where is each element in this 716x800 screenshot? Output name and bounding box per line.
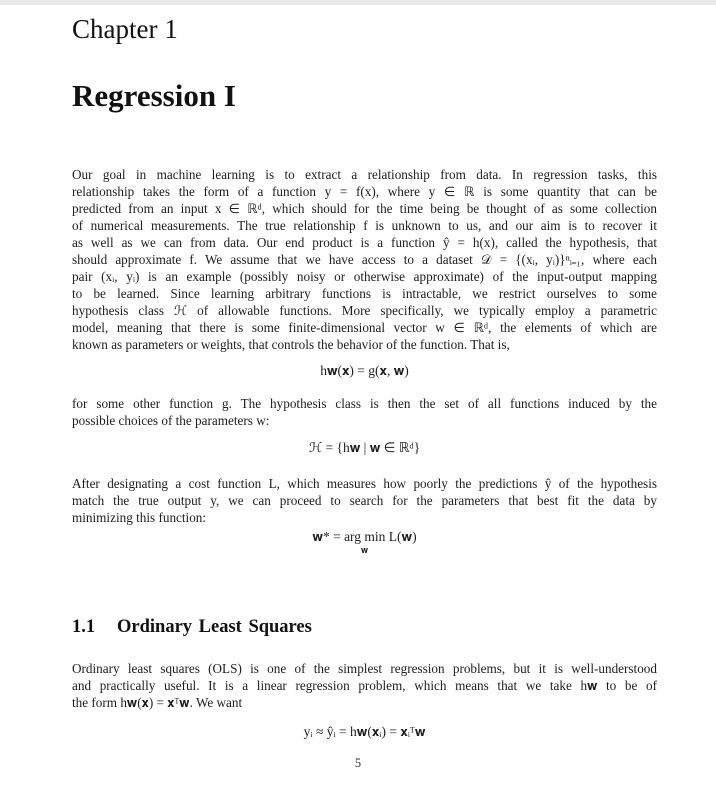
text-line: predicted from an input x ∈ ℝᵈ, which should for the time being be thought of as some collection bbox=[72, 201, 657, 216]
paragraph-hypothesis-class bbox=[72, 395, 657, 429]
text-line: and practically useful. It is a linear regression problem, which means that we take h𝐰 to be of bbox=[72, 678, 657, 693]
equation-hypothesis-form: h𝐰(𝐱) = g(𝐱, 𝐰) bbox=[320, 363, 409, 378]
equation-hypothesis-class: ℋ = {h𝐰 | 𝐰 ∈ ℝᵈ} bbox=[308, 440, 421, 455]
text-line: Our goal in machine learning is to extract a relationship from data. In regression tasks, this bbox=[72, 167, 657, 182]
paragraph-cost-function bbox=[72, 475, 657, 526]
text-line: the form h𝐰(𝐱) = 𝐱ᵀ𝐰. We want bbox=[72, 695, 243, 710]
section-number: 1.1 bbox=[72, 617, 96, 637]
equation-argmin-subscript: 𝐰 bbox=[360, 545, 369, 555]
text-line: Ordinary least squares (OLS) is one of the simplest regression problems, but it is well-understood bbox=[72, 661, 657, 676]
section-title: Ordinary Least Squares bbox=[117, 617, 312, 637]
text-line: should approximate f. We assume that we have access to a dataset 𝒟 = {(xᵢ, yᵢ)}ⁿᵢ₌₁, where each bbox=[72, 252, 657, 267]
text-line: pair (xᵢ, yᵢ) is an example (possibly noisy or otherwise approximate) of the input-output mapping bbox=[72, 269, 657, 284]
page-number: 5 bbox=[354, 756, 362, 770]
text-line: relationship takes the form of a function y = f(x), where y ∈ ℝ is some quantity that can be bbox=[72, 184, 657, 199]
text-line: possible choices of the parameters w: bbox=[72, 413, 270, 428]
text-line: known as parameters or weights, that controls the behavior of the function. That is, bbox=[72, 337, 510, 352]
equation-ols: yᵢ ≈ ŷᵢ = h𝐰(𝐱ᵢ) = 𝐱ᵢᵀ𝐰 bbox=[303, 724, 426, 739]
text-line: match the true output y, we can proceed to search for the parameters that best fit the data by bbox=[72, 493, 657, 508]
paragraph-ols bbox=[72, 660, 657, 711]
text-line: as well as we can from data. Our end product is a function ŷ = h(x), called the hypothesis, that bbox=[72, 235, 657, 250]
chapter-label: Chapter 1 bbox=[72, 14, 178, 44]
text-line: of numerical measurements. The true relationship f is unknown to us, and our aim is to recover it bbox=[72, 218, 657, 233]
text-line: model, meaning that there is some finite-dimensional vector w ∈ ℝᵈ, the elements of which are bbox=[72, 320, 657, 335]
intro-paragraph bbox=[72, 166, 657, 353]
text-line: to be learned. Since learning arbitrary functions is intractable, we restrict ourselves to some bbox=[72, 286, 657, 301]
text-line: for some other function g. The hypothesis class is then the set of all functions induced by the bbox=[72, 396, 657, 411]
section-heading bbox=[72, 617, 312, 638]
equation-argmin-text: 𝐰* = arg min L(𝐰) bbox=[312, 529, 417, 544]
equation-argmin bbox=[72, 529, 657, 545]
chapter-title: Regression I bbox=[72, 78, 236, 113]
text-line: minimizing this function: bbox=[72, 510, 207, 525]
text-line: After designating a cost function L, which measures how poorly the predictions ŷ of the hypothesis bbox=[72, 476, 657, 491]
text-line: hypothesis class ℋ of allowable functions. More specifically, we typically employ a parametric bbox=[72, 303, 657, 318]
